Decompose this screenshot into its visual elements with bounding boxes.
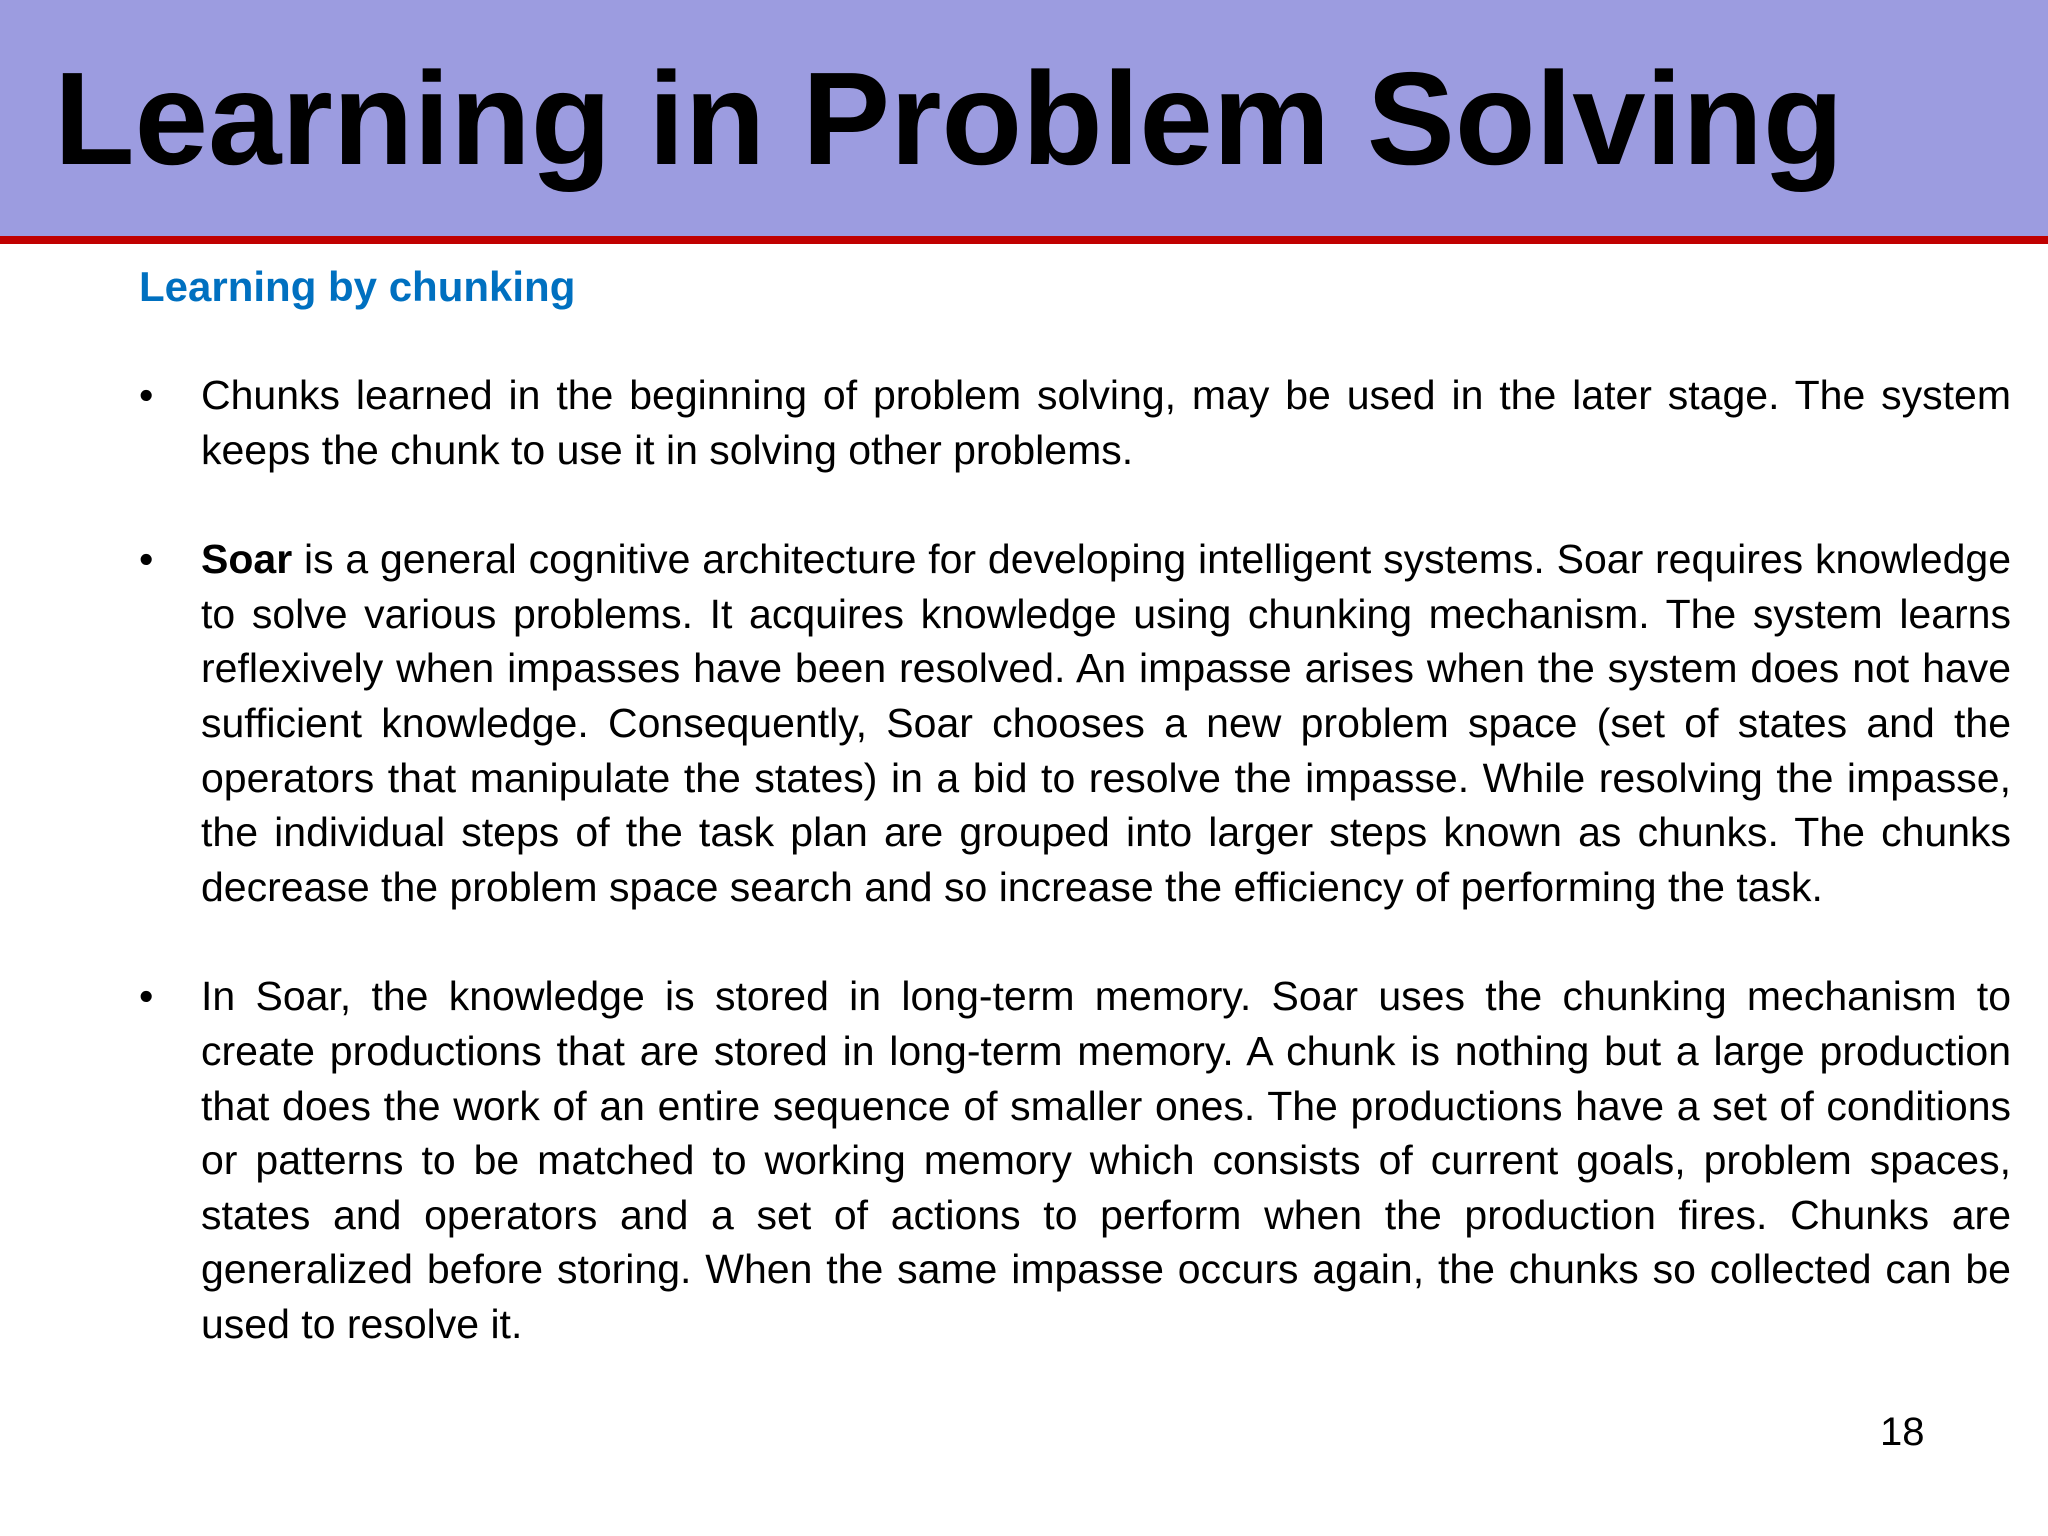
- bullet-text: In Soar, the knowledge is stored in long-term memory. Soar uses the chunking mechanism to create productions that are stored in long-term memory. A chunk is nothing but a large production that does the work of an entire sequence of smaller ones. The productions have a set of conditions or patterns to be matched to working memory which consists of current goals, problem spaces, states and operators and a set of actions to perform when the production fires. Chunks are generalized before storing. When the same impasse occurs again, the chunks so collected can be used to resolve it.: [201, 973, 2011, 1347]
- page-number: 18: [1880, 1410, 1925, 1454]
- bullet-list: [139, 368, 2011, 1407]
- bullet-text-container: [201, 532, 2011, 914]
- bullet-text: Chunks learned in the beginning of problem solving, may be used in the later stage. The system keeps the chunk to use it in solving other problems.: [201, 372, 2011, 473]
- bullet-marker: •: [139, 536, 154, 583]
- section-heading: Learning by chunking: [139, 263, 576, 310]
- title-divider-line: [0, 236, 2048, 244]
- slide-title: Learning in Problem Solving: [54, 45, 1844, 192]
- bullet-item-chunks-reuse: [139, 368, 2011, 477]
- bullet-item-long-term-memory: [139, 969, 2011, 1351]
- bullet-marker: •: [139, 372, 154, 418]
- bullet-text: is a general cognitive architecture for developing intelligent systems. Soar requires knowledge to solve various problems. It acquires knowledge using chunking mechanism. The system learns reflexively when impasses have been resolved. An impasse arises when the system does not have sufficient knowledge. Consequently, Soar chooses a new problem space (set of states and the operators that manipulate the states) in a bid to resolve the impasse. While resolving the impasse, the individual steps of the task plan are grouped into larger steps known as chunks. The chunks decrease the problem space search and so increase the efficiency of performing the task.: [201, 536, 2011, 910]
- bullet-bold-term: Soar: [201, 536, 293, 583]
- bullet-item-soar-architecture: [139, 532, 2011, 914]
- bullet-marker: •: [139, 973, 154, 1020]
